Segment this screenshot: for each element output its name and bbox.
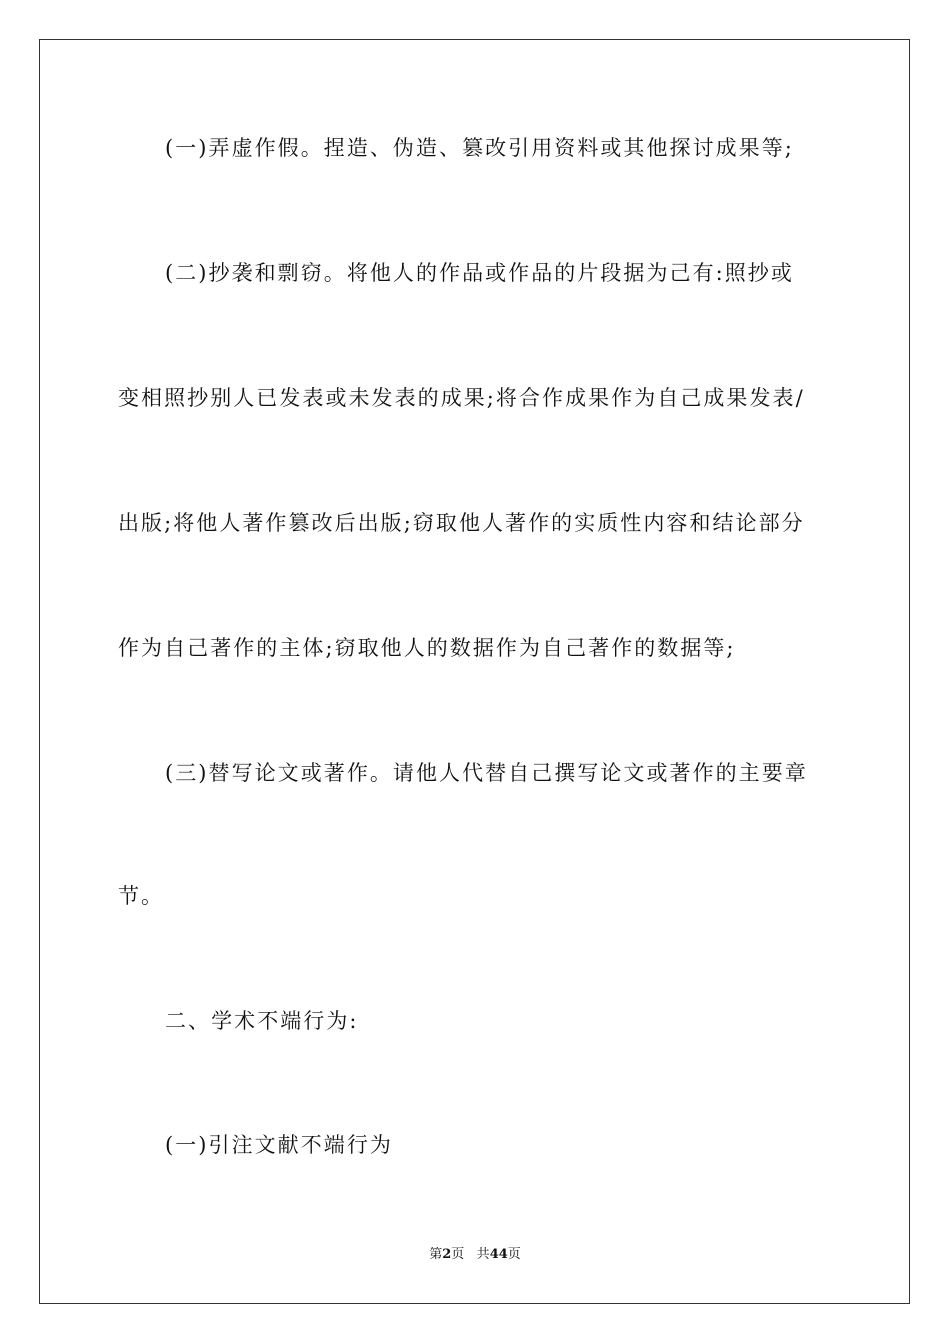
paragraph-line-7: 节。 <box>118 884 165 908</box>
paragraph-line-3: 变相照抄别人已发表或未发表的成果;将合作成果作为自己成果发表/ <box>118 386 805 410</box>
footer-page-prefix: 第 <box>429 1247 443 1262</box>
paragraph-line-4: 出版;将他人著作篡改后出版;窃取他人著作的实质性内容和结论部分 <box>118 511 805 535</box>
paragraph-line-1: (一)弄虚作假。捏造、伪造、篡改引用资料或其他探讨成果等; <box>165 136 794 160</box>
page-footer <box>0 1246 950 1264</box>
section-heading: 二、学术不端行为: <box>165 1009 359 1033</box>
footer-page-number: 2 <box>442 1247 452 1262</box>
footer-total-pages: 44 <box>489 1247 508 1262</box>
subsection-heading: (一)引注文献不端行为 <box>165 1133 393 1157</box>
footer-total-prefix: 共 <box>476 1247 490 1262</box>
footer-total-suffix: 页 <box>507 1247 521 1262</box>
paragraph-line-2: (二)抄袭和剽窃。将他人的作品或作品的片段据为己有:照抄或 <box>165 261 794 285</box>
paragraph-line-5: 作为自己著作的主体;窃取他人的数据作为自己著作的数据等; <box>118 636 736 660</box>
footer-page-suffix: 页 <box>451 1247 465 1262</box>
paragraph-line-6: (三)替写论文或著作。请他人代替自己撰写论文或著作的主要章 <box>165 761 808 785</box>
page-border <box>39 39 910 1304</box>
